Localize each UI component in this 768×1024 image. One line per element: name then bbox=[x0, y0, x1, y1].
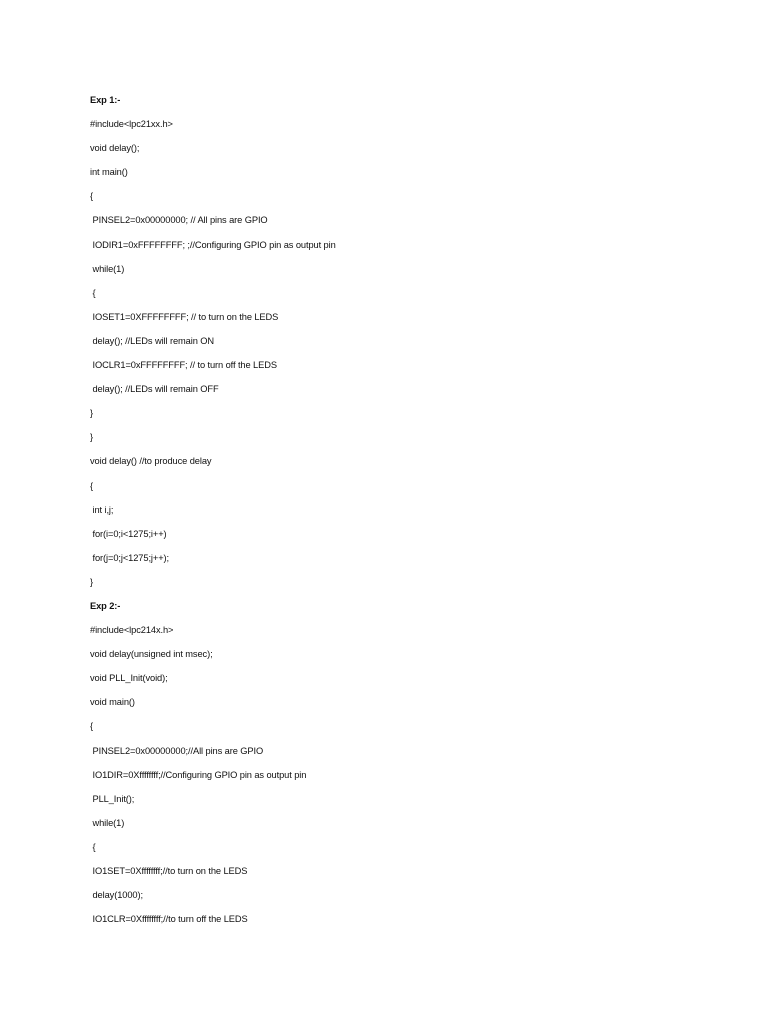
code-line: void delay() //to produce delay bbox=[90, 456, 212, 467]
code-line: while(1) bbox=[90, 817, 125, 828]
code-line: PLL_Init(); bbox=[90, 793, 135, 804]
code-line: int i,j; bbox=[90, 504, 114, 515]
code-line: { bbox=[90, 721, 94, 732]
code-line: } bbox=[90, 432, 94, 443]
code-line: void delay(); bbox=[90, 143, 140, 154]
code-line: for(j=0;j<1275;j++); bbox=[90, 552, 170, 563]
code-line: IO1DIR=0Xffffffff;//Configuring GPIO pin as output pin bbox=[90, 769, 307, 780]
code-line: IODIR1=0xFFFFFFFF; ;//Configuring GPIO pin as output pin bbox=[90, 239, 336, 250]
code-line: } bbox=[90, 408, 94, 419]
code-line: { bbox=[90, 287, 96, 298]
code-line: delay(); //LEDs will remain ON bbox=[90, 335, 214, 346]
code-line: delay(); //LEDs will remain OFF bbox=[90, 384, 219, 395]
code-line: #include<lpc214x.h> bbox=[90, 625, 174, 636]
code-line: void PLL_Init(void); bbox=[90, 673, 168, 684]
code-line: IO1SET=0Xffffffff;//to turn on the LEDS bbox=[90, 866, 248, 876]
code-line: int main() bbox=[90, 167, 128, 178]
code-line: { bbox=[90, 480, 94, 491]
code-listing bbox=[90, 94, 336, 937]
code-line: { bbox=[90, 841, 96, 852]
code-line: for(i=0;i<1275;i++) bbox=[90, 528, 167, 539]
code-line: { bbox=[90, 191, 94, 202]
code-line: IOSET1=0XFFFFFFFF; // to turn on the LEDS bbox=[90, 311, 279, 322]
experiment-heading: Exp 2:- bbox=[90, 600, 121, 611]
code-line: #include<lpc21xx.h> bbox=[90, 119, 173, 130]
code-line: IOCLR1=0xFFFFFFFF; // to turn off the LEDS bbox=[90, 360, 277, 371]
code-line: delay(1000); bbox=[90, 890, 143, 901]
code-line: while(1) bbox=[90, 263, 125, 274]
code-line: } bbox=[90, 576, 94, 587]
code-line: PINSEL2=0x00000000;//All pins are GPIO bbox=[90, 745, 264, 756]
code-line: PINSEL2=0x00000000; // All pins are GPIO bbox=[90, 215, 268, 226]
code-line: void delay(unsigned int msec); bbox=[90, 649, 213, 660]
code-line: void main() bbox=[90, 697, 135, 708]
code-line: IO1CLR=0Xffffffff;//to turn off the LEDS bbox=[90, 914, 248, 925]
experiment-heading: Exp 1:- bbox=[90, 95, 121, 105]
